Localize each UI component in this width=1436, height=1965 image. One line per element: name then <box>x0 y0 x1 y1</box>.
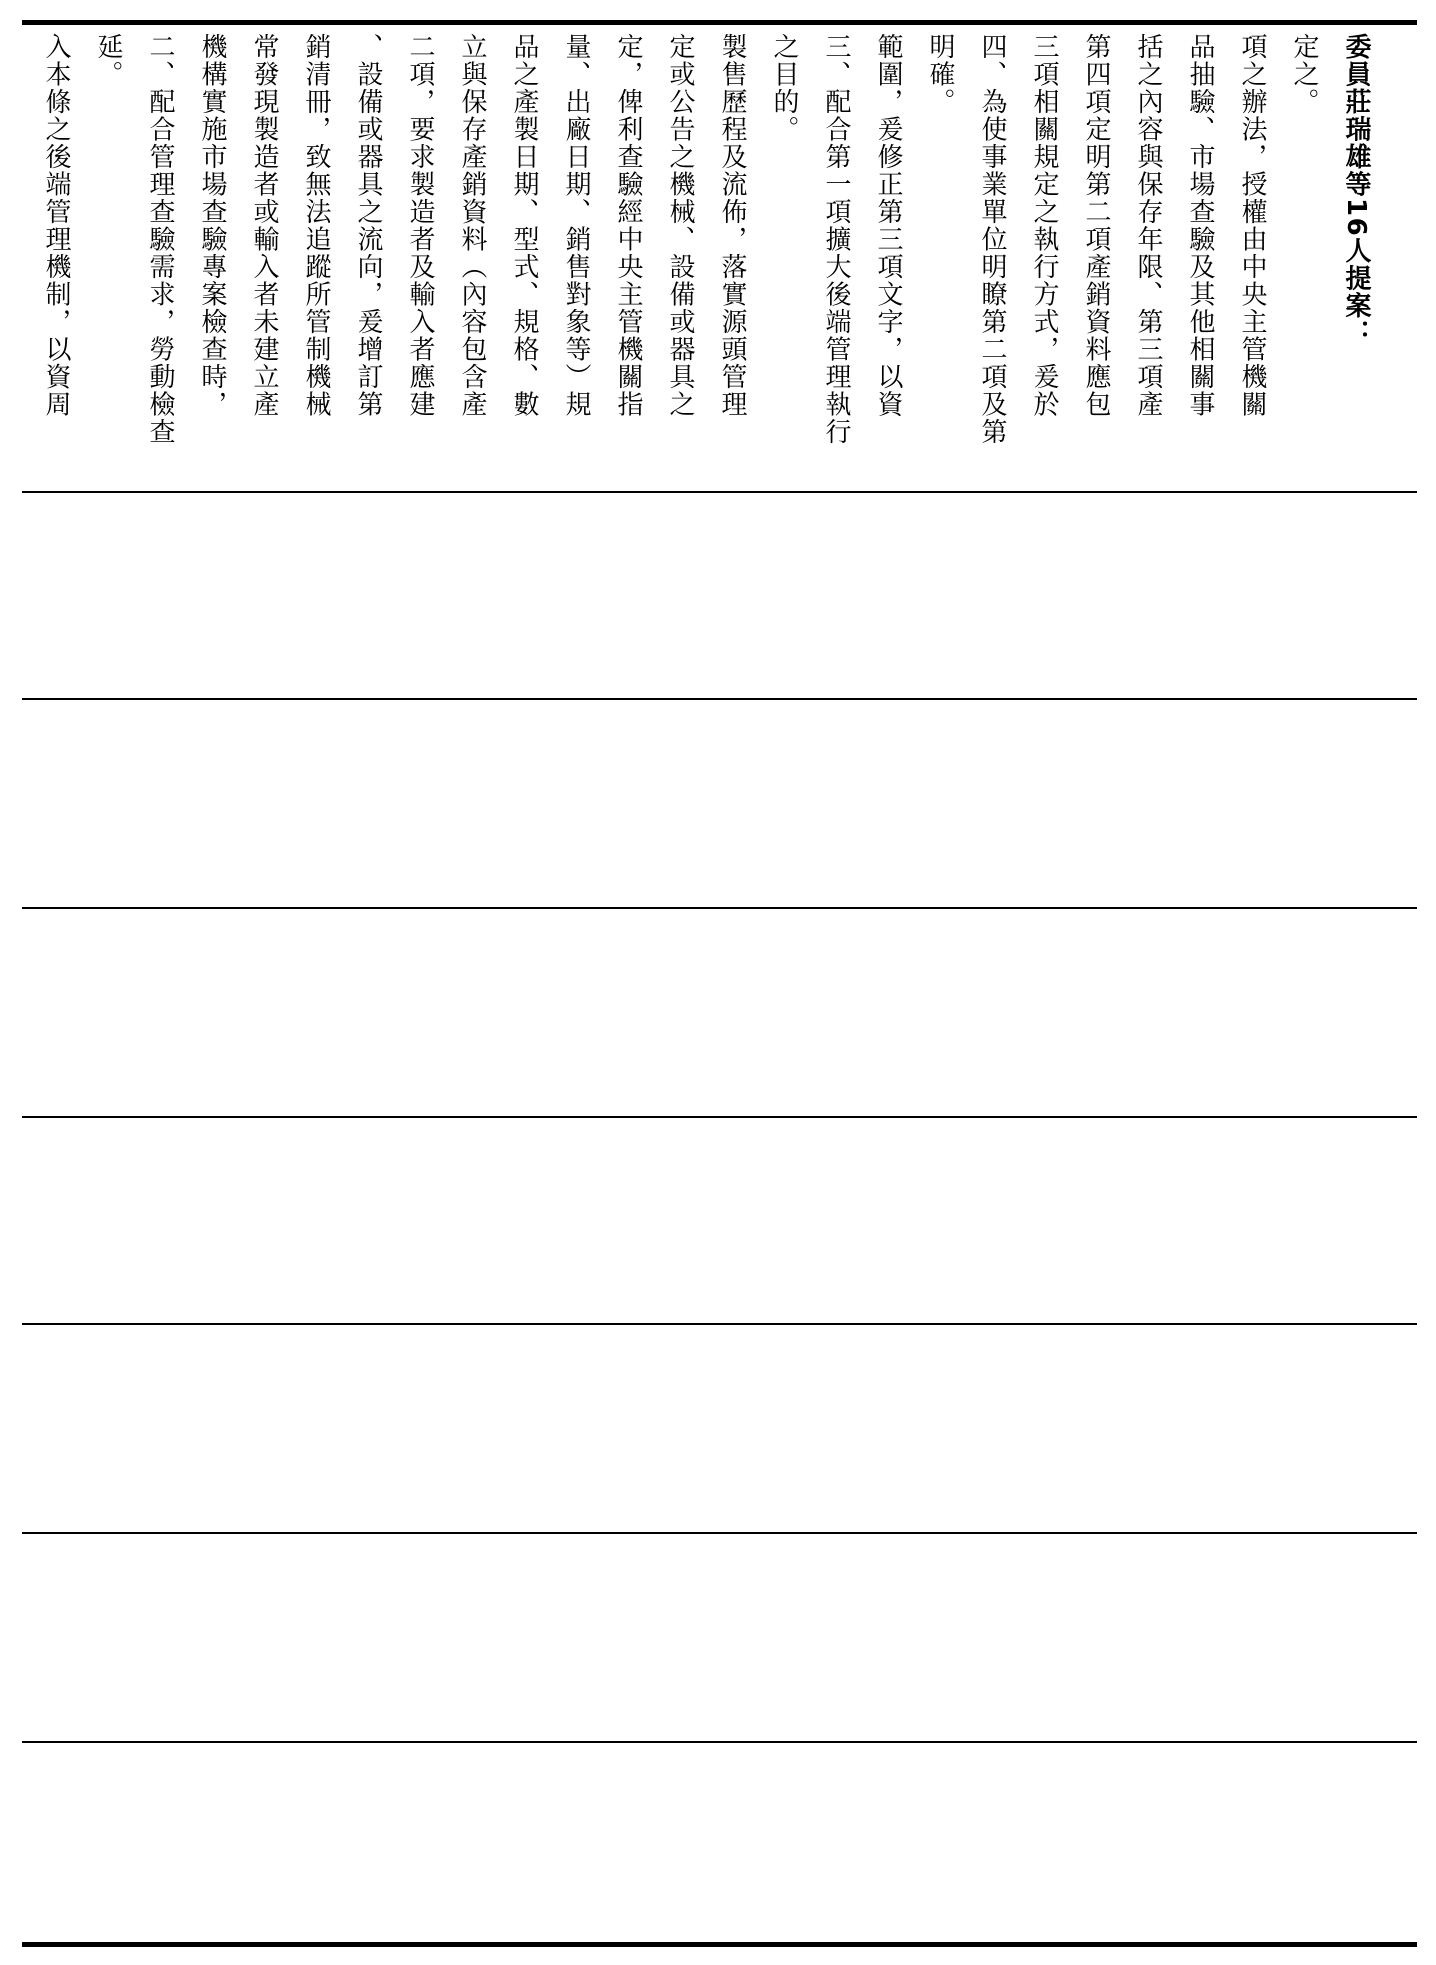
empty-table-cell <box>22 909 1417 1116</box>
empty-table-cell <box>22 1118 1417 1323</box>
empty-table-cell <box>22 1534 1417 1741</box>
text-column: 量、出廠日期、銷售對象等）規 <box>561 33 591 418</box>
text-column: 定或公告之機械、設備或器具之 <box>665 33 695 418</box>
empty-table-cell <box>22 493 1417 698</box>
empty-table-cell <box>22 700 1417 907</box>
empty-table-cell <box>22 1743 1417 1942</box>
text-column: 二、配合管理查驗需求，勞動檢查 <box>145 33 175 446</box>
text-column: 品抽驗、市場查驗及其他相關事 <box>1185 33 1215 418</box>
text-column: 製售歷程及流佈，落實源頭管理 <box>717 33 747 418</box>
text-column: 明確。 <box>925 33 955 116</box>
text-column: 機構實施市場查驗專案檢查時， <box>197 33 227 418</box>
text-column: 項之辦法，授權由中央主管機關 <box>1237 33 1267 418</box>
text-column: 常發現製造者或輸入者未建立產 <box>249 33 279 418</box>
proposer-heading: 委員莊瑞雄等16人提案： <box>1341 33 1371 348</box>
text-column: 三、配合第一項擴大後端管理執行 <box>821 33 851 446</box>
text-column: 三項相關規定之執行方式，爰於 <box>1029 33 1059 418</box>
text-column: 定，俾利查驗經中央主管機關指 <box>613 33 643 418</box>
text-column: 、設備或器具之流向，爰增訂第 <box>353 33 383 418</box>
text-column: 第四項定明第二項產銷資料應包 <box>1081 33 1111 418</box>
text-column: 二項，要求製造者及輸入者應建 <box>405 33 435 418</box>
text-column: 範圍，爰修正第三項文字，以資 <box>873 33 903 418</box>
text-column: 品之產製日期、型式、規格、數 <box>509 33 539 418</box>
text-column: 立與保存產銷資料（內容包含產 <box>457 33 487 418</box>
text-column: 銷清冊，致無法追蹤所管制機械 <box>301 33 331 418</box>
table-bottom-border <box>22 1942 1417 1947</box>
empty-table-cell <box>22 1325 1417 1532</box>
text-column: 入本條之後端管理機制，以資周 <box>41 33 71 418</box>
text-column: 括之內容與保存年限、第三項產 <box>1133 33 1163 418</box>
text-column: 延。 <box>93 33 123 88</box>
table-cell-explanation <box>22 25 1417 488</box>
text-column: 四、為使事業單位明瞭第二項及第 <box>977 33 1007 446</box>
text-column: 之目的。 <box>769 33 799 143</box>
text-column: 定之。 <box>1289 33 1319 116</box>
